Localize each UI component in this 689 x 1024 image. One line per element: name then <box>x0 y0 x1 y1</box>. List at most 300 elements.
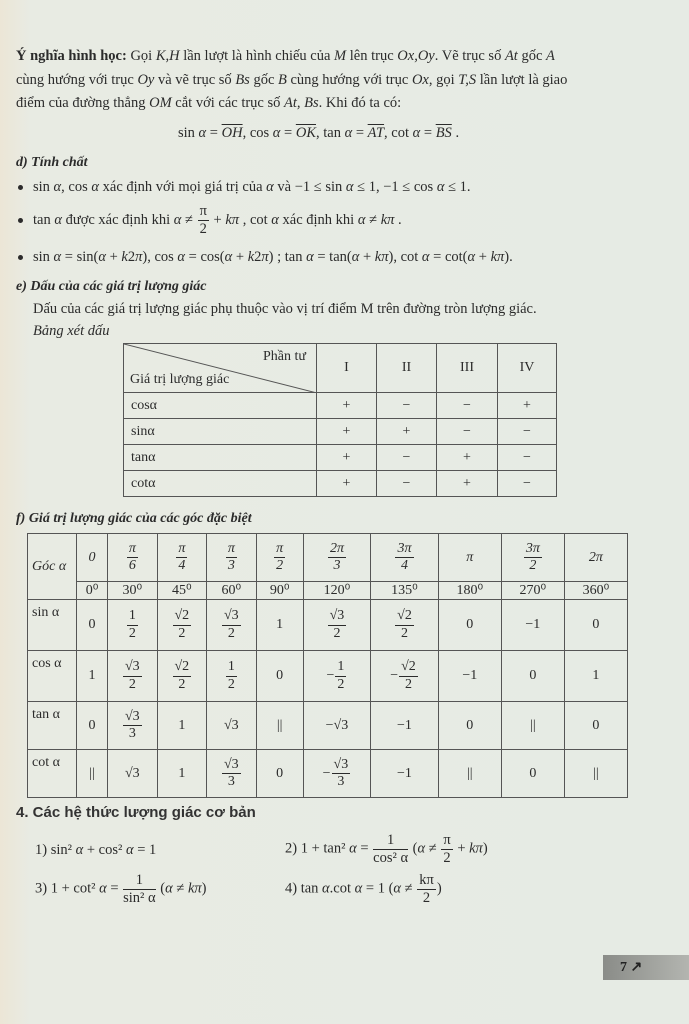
value-row <box>28 702 628 750</box>
quadrant-header: II <box>377 344 437 393</box>
denominator: cos² α <box>373 849 409 866</box>
math-symbol: α <box>75 842 84 858</box>
vector-segment: $\overline{BS}$ <box>435 125 452 141</box>
math-symbol: α <box>177 249 186 265</box>
page-corner-icon: ↗ <box>630 960 643 975</box>
value-cell: −√3 <box>303 702 371 750</box>
value-cell <box>157 651 207 702</box>
math-symbol: α <box>421 249 430 265</box>
value-cell: 1 <box>564 651 627 702</box>
numerator: π <box>127 541 138 558</box>
math-symbol: Ox,Oy <box>397 48 435 64</box>
fraction <box>222 757 241 790</box>
sign-cell: + <box>317 445 377 471</box>
value-cell: 0 <box>77 702 108 750</box>
text: + <box>105 249 122 265</box>
numerator: 2π <box>328 541 346 558</box>
text: = <box>420 125 436 141</box>
math-symbol: K,H <box>155 48 180 64</box>
value-cell: 0 <box>256 651 303 702</box>
text: = <box>106 880 123 897</box>
degree-cell: 90⁰ <box>256 582 303 600</box>
corner-bottom-label: Giá trị lượng giác <box>130 372 230 387</box>
value-row <box>28 750 628 798</box>
value-cell: −1 <box>438 651 501 702</box>
sign-cell: − <box>437 393 498 419</box>
text: = sin( <box>61 249 99 265</box>
quadrant-header: I <box>317 344 377 393</box>
numerator: π <box>199 203 207 219</box>
property-bullet <box>18 203 402 237</box>
value-cell: −1 <box>501 600 564 651</box>
text: = 1 <box>133 842 157 858</box>
page-number-text: 7 <box>620 960 627 975</box>
denominator: 6 <box>128 558 136 573</box>
value-cell: 0 <box>256 750 303 798</box>
denominator: 4 <box>178 558 186 573</box>
degree-cell: 30⁰ <box>108 582 158 600</box>
text: = tan( <box>313 249 352 265</box>
value-cell: 1 <box>256 600 303 651</box>
value-cell: || <box>501 702 564 750</box>
text: + <box>475 249 491 265</box>
text: ≠ <box>401 880 417 897</box>
denominator: 2 <box>400 625 408 641</box>
row-label: cos α <box>28 651 77 702</box>
text: . Vẽ trục số <box>434 48 505 64</box>
math-symbol: π <box>135 249 143 265</box>
fraction <box>176 541 187 574</box>
math-symbol: At, Bs <box>284 95 319 111</box>
sign-cell: + <box>437 445 498 471</box>
row-label: sinα <box>124 419 317 445</box>
denominator: 3 <box>227 774 235 789</box>
bullet-text <box>33 203 402 237</box>
fraction <box>127 541 138 574</box>
text: gốc <box>249 72 278 88</box>
text: , tan <box>316 125 345 141</box>
special-heading: f) Giá trị lượng giác của các góc đặc biệt <box>16 511 252 526</box>
sign-cell: − <box>377 471 437 497</box>
math-symbol: T,S <box>458 72 477 88</box>
sign-cell: + <box>317 471 377 497</box>
row-label: cot α <box>28 750 77 798</box>
text: , cot <box>384 125 413 141</box>
degree-cell: 270⁰ <box>501 582 564 600</box>
text: .cot <box>329 880 355 897</box>
value-cell: 0 <box>438 600 501 651</box>
bullet-text <box>33 249 513 265</box>
math-symbol: kπ <box>187 880 202 897</box>
text: lần lượt là giao <box>476 72 568 88</box>
math-symbol: α <box>357 211 366 228</box>
text: tan <box>33 211 55 228</box>
math-symbol: α <box>53 249 62 265</box>
text: ( <box>409 840 418 857</box>
math-symbol: α <box>417 840 426 857</box>
text: + <box>209 211 226 228</box>
math-symbol: α <box>393 880 402 897</box>
value-cell <box>303 750 371 798</box>
text: lần lượt là hình chiếu của <box>179 48 335 64</box>
signs-description: Dấu của các giá trị lượng giác phụ thuộc vào vị trí điểm M trên đường tròn lượng giác. <box>33 301 537 317</box>
vector-segment: $\overline{OK}$ <box>295 125 316 141</box>
sign-cell: + <box>498 393 557 419</box>
numerator: √2 <box>173 659 192 676</box>
numerator: 1 <box>335 659 346 676</box>
sign-cell: + <box>317 419 377 445</box>
property-bullet <box>18 249 513 266</box>
denominator: 2 <box>128 625 136 641</box>
value-cell <box>108 600 158 651</box>
bullet-text <box>33 179 471 195</box>
text: . <box>394 211 402 228</box>
denominator: 2 <box>404 676 412 692</box>
value-cell <box>371 600 439 651</box>
sign-row <box>124 419 557 445</box>
degree-cell: 135⁰ <box>371 582 439 600</box>
sign-row <box>124 393 557 419</box>
fraction <box>127 608 138 641</box>
value-cell: 0 <box>438 702 501 750</box>
numerator: 1 <box>226 659 237 676</box>
denominator: 2 <box>529 558 537 573</box>
fraction <box>173 659 192 692</box>
fraction <box>395 541 413 574</box>
fraction <box>226 541 237 574</box>
angle-label: Góc α <box>28 534 77 600</box>
numerator: kπ <box>419 872 434 888</box>
value-cell: || <box>564 750 627 798</box>
math-symbol: α <box>224 249 233 265</box>
fraction <box>417 872 436 906</box>
value-cell <box>108 651 158 702</box>
value-row <box>28 651 628 702</box>
radian-cell <box>256 534 303 582</box>
value-cell <box>207 651 257 702</box>
numerator: π <box>443 832 451 848</box>
value-cell <box>108 702 158 750</box>
text: sin <box>33 179 54 195</box>
sign-row <box>124 471 557 497</box>
text: , cos <box>242 125 273 141</box>
radian-cell: 0 <box>77 534 108 582</box>
value-cell: √3 <box>207 702 257 750</box>
denominator: 2 <box>422 889 431 906</box>
math-symbol: α <box>91 179 100 195</box>
math-symbol: k <box>121 249 128 265</box>
value-cell: √3 <box>108 750 158 798</box>
denominator: 3 <box>227 558 235 573</box>
text: và vẽ trục số <box>154 72 236 88</box>
denominator: 2 <box>227 625 235 641</box>
text: và −1 ≤ sin <box>273 179 346 195</box>
identity-4 <box>285 872 442 906</box>
math-symbol: α <box>198 125 207 141</box>
degree-cell: 360⁰ <box>564 582 627 600</box>
denominator: 2 <box>128 676 136 692</box>
value-cell <box>303 651 371 702</box>
math-symbol: M <box>334 48 347 64</box>
radian-cell <box>501 534 564 582</box>
value-cell: 0 <box>501 750 564 798</box>
value-cell: 1 <box>157 750 207 798</box>
vector-segment: $\overline{AT}$ <box>367 125 385 141</box>
math-symbol: α <box>125 842 134 858</box>
numerator: π <box>226 541 237 558</box>
math-symbol: kπ <box>490 249 505 265</box>
bullet-icon <box>18 218 23 223</box>
radian-cell: π <box>438 534 501 582</box>
text: = cot( <box>429 249 468 265</box>
math-symbol: OM <box>149 95 172 111</box>
text: 2 <box>254 249 262 265</box>
numerator: π <box>176 541 187 558</box>
sign-cell: + <box>317 393 377 419</box>
text: + <box>359 249 375 265</box>
numerator: √3 <box>123 659 142 676</box>
text: Gọi <box>126 48 156 64</box>
special-values-table <box>27 533 628 798</box>
bullet-icon <box>18 255 23 260</box>
text: xác định với mọi giá trị của <box>99 179 267 195</box>
text: ≠ <box>365 211 381 228</box>
numerator: √3 <box>123 709 142 726</box>
fraction <box>328 608 347 641</box>
text: 1) sin² <box>35 842 76 858</box>
math-symbol: α <box>412 125 421 141</box>
fraction <box>123 872 156 906</box>
value-cell: −1 <box>371 702 439 750</box>
text: 2 <box>127 249 136 265</box>
math-symbol: kπ <box>380 211 395 228</box>
sign: − <box>326 668 335 684</box>
row-label: cosα <box>124 393 317 419</box>
text: 2) 1 + tan² <box>285 840 350 857</box>
math-symbol: α <box>345 179 354 195</box>
text: ) <box>201 880 207 897</box>
radian-cell <box>371 534 439 582</box>
sign: − <box>390 668 399 684</box>
fraction <box>524 541 542 574</box>
identities-heading: 4. Các hệ thức lượng giác cơ bản <box>16 804 256 821</box>
text: 4) tan <box>285 880 323 897</box>
math-symbol: α <box>54 211 62 228</box>
text: = <box>352 125 368 141</box>
denominator: sin² α <box>123 889 156 906</box>
denominator: 2 <box>199 220 207 237</box>
value-cell: || <box>77 750 108 798</box>
text: ( <box>156 880 166 897</box>
math-symbol: α <box>165 880 173 897</box>
corner-cell <box>124 344 317 393</box>
math-symbol: π <box>261 249 269 265</box>
math-symbol: α <box>354 880 363 897</box>
intro-line-3 <box>16 95 401 112</box>
math-symbol: α <box>271 211 279 228</box>
math-symbol: α <box>53 179 62 195</box>
text: điểm của đường thẳng <box>16 95 150 111</box>
denominator: 3 <box>128 726 136 741</box>
math-symbol: At <box>504 48 518 64</box>
sign-cell: − <box>498 471 557 497</box>
math-symbol: α <box>98 249 106 265</box>
text: ) <box>436 880 442 897</box>
text: = <box>356 840 373 857</box>
math-symbol: α <box>467 249 476 265</box>
sign-cell: − <box>498 419 557 445</box>
text: = <box>280 125 296 141</box>
fraction <box>441 832 452 866</box>
numerator: 1 <box>123 872 156 890</box>
sign-cell: − <box>498 445 557 471</box>
identity-3 <box>35 872 207 906</box>
text: ), cot <box>388 249 422 265</box>
degree-cell: 45⁰ <box>157 582 207 600</box>
math-symbol: A <box>546 48 555 64</box>
math-symbol: Bs <box>235 72 250 88</box>
text: lên trục <box>346 48 398 64</box>
text: ≤ 1, −1 ≤ cos <box>353 179 437 195</box>
intro-line-1 <box>16 48 555 65</box>
denominator: 3 <box>337 774 345 789</box>
text: , cot <box>239 211 272 228</box>
quadrant-header: III <box>437 344 498 393</box>
text: = 1 ( <box>362 880 394 897</box>
fraction <box>335 659 346 692</box>
denominator: 2 <box>178 625 186 641</box>
page-number <box>603 955 689 980</box>
math-symbol: α <box>173 211 182 228</box>
math-symbol: α <box>436 179 445 195</box>
math-symbol: k <box>247 249 255 265</box>
row-label: cotα <box>124 471 317 497</box>
numerator: √3 <box>332 757 351 774</box>
text: , cos <box>61 179 92 195</box>
numerator: 3π <box>395 541 413 558</box>
text: được xác định khi <box>61 211 174 228</box>
text: ) <box>482 840 488 857</box>
text: ≠ <box>181 211 197 228</box>
sign-row <box>124 445 557 471</box>
math-symbol: α <box>266 179 274 195</box>
value-cell: 0 <box>564 702 627 750</box>
numerator: π <box>274 541 285 558</box>
value-cell: 0 <box>501 651 564 702</box>
numerator: √3 <box>222 608 241 625</box>
text: = cos( <box>185 249 225 265</box>
properties-heading: d) Tính chất <box>16 155 88 170</box>
value-cell: || <box>438 750 501 798</box>
radian-cell: 2π <box>564 534 627 582</box>
text: . <box>451 125 460 141</box>
fraction <box>332 757 351 790</box>
fraction <box>399 659 418 692</box>
fraction <box>373 832 408 866</box>
degree-cell: 0⁰ <box>77 582 108 600</box>
bullet-icon <box>18 185 23 190</box>
math-symbol: kπ <box>225 211 240 228</box>
corner-top-label: Phần tư <box>263 349 306 364</box>
text: cùng hướng với trục <box>16 72 138 88</box>
sign-cell: + <box>377 419 437 445</box>
signs-caption: Bảng xét dấu <box>33 323 110 339</box>
sign-cell: + <box>437 471 498 497</box>
sign-cell: − <box>437 419 498 445</box>
text: = <box>206 125 222 141</box>
text: + <box>453 840 470 857</box>
vector-segment: $\overline{OH}$ <box>221 125 243 141</box>
text: ). <box>504 249 513 265</box>
denominator: 2 <box>443 849 451 866</box>
text: + cos² <box>83 842 126 858</box>
math-symbol: Ox <box>411 72 429 88</box>
denominator: 2 <box>178 676 186 692</box>
denominator: 4 <box>400 558 408 573</box>
sign-table <box>123 343 557 497</box>
value-row <box>28 600 628 651</box>
fraction <box>198 203 209 237</box>
text: gốc <box>517 48 547 64</box>
value-cell: 0 <box>564 600 627 651</box>
value-cell <box>207 600 257 651</box>
math-symbol: α <box>322 880 330 897</box>
bold-text: Ý nghĩa hình học: <box>16 48 127 64</box>
text: cắt với các trục số <box>171 95 285 111</box>
numerator: 3π <box>524 541 542 558</box>
fraction <box>328 541 346 574</box>
math-symbol: kπ <box>469 840 483 857</box>
denominator: 2 <box>227 676 235 692</box>
sign-cell: − <box>377 445 437 471</box>
row-label: tanα <box>124 445 317 471</box>
numerator: √2 <box>395 608 414 625</box>
math-symbol: α <box>351 249 360 265</box>
identity-2 <box>285 832 488 866</box>
math-symbol: α <box>99 880 107 897</box>
row-label: sin α <box>28 600 77 651</box>
fraction <box>123 659 142 692</box>
fraction <box>274 541 285 574</box>
fraction <box>226 659 237 692</box>
fraction <box>395 608 414 641</box>
radian-cell <box>157 534 207 582</box>
math-symbol: α <box>306 249 314 265</box>
numerator: √2 <box>173 608 192 625</box>
math-symbol: B <box>278 72 287 88</box>
radian-cell <box>303 534 371 582</box>
numerator: √3 <box>328 608 347 625</box>
text: cùng hướng với trục <box>286 72 412 88</box>
radian-cell <box>207 534 257 582</box>
numerator: √2 <box>399 659 418 676</box>
text: ≠ <box>172 880 188 897</box>
text: ≠ <box>425 840 441 857</box>
denominator: 2 <box>276 558 284 573</box>
numerator: 1 <box>127 608 138 625</box>
value-cell: 1 <box>157 702 207 750</box>
numerator: 1 <box>373 832 408 850</box>
value-cell <box>303 600 371 651</box>
denominator: 2 <box>333 625 341 641</box>
intro-line-2 <box>16 72 567 89</box>
radians-row <box>28 534 628 582</box>
radian-cell <box>108 534 158 582</box>
row-label: tan α <box>28 702 77 750</box>
degree-cell: 60⁰ <box>207 582 257 600</box>
value-cell: −1 <box>371 750 439 798</box>
intro-formula <box>178 125 459 142</box>
